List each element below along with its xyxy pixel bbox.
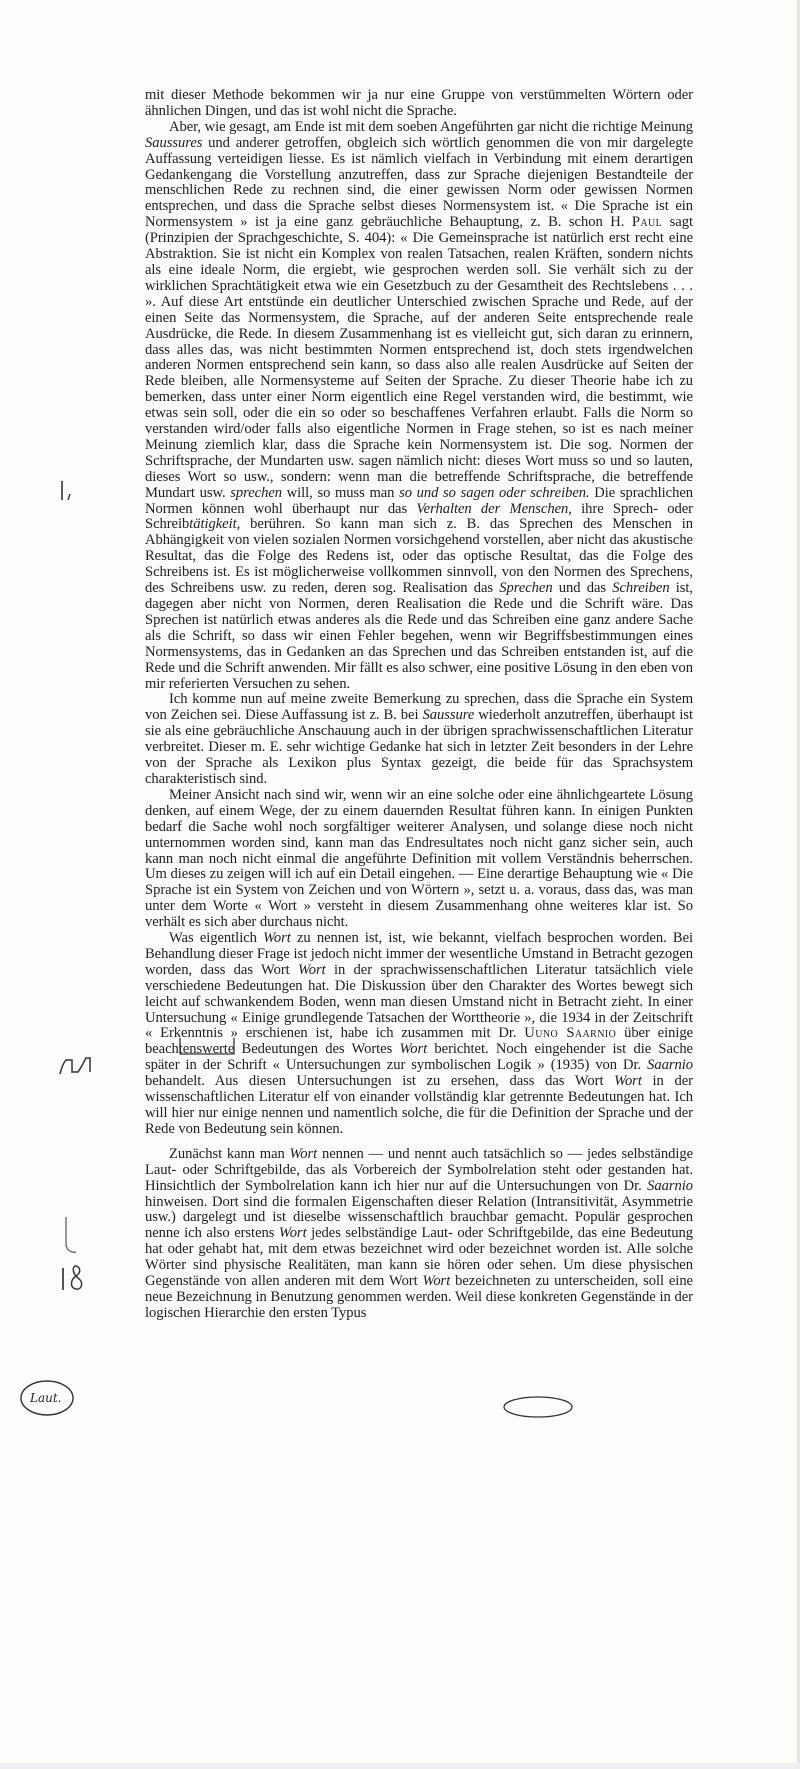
- italic-run: Saussure: [422, 707, 475, 724]
- text-run: Meiner Ansicht nach sind wir, wenn wir an eine solche oder eine ähnlichgeartete Lösung denken, auf einem Wege, der zu einem dauernden Resultat führen kann. In einigen Punkten bedarf die Sache wohl noch sorgfältiger weiterer Analysen, und solange diese noch nicht unternommen worden sind, kann man das Endresultates noch nicht ganz sicher sein, auch kann man noch nicht einmal die angeführte Definition mit vollem Verständnis beherrschen. Um dieses zu zeigen will ich auf ein Detail eingehen. — Eine derartige Behauptung wie « Die Sprache ist ein System von Zeichen und von Wörtern », setzt u. a. voraus, dass das, was man unter dem Worte « Wort » versteht in diesem Zusammenhang ohne weiteres klar ist. So verhält es sich aber durchaus nicht.: [145, 786, 693, 931]
- circle-mark-hinweisen: [500, 1395, 576, 1419]
- text-run: Aber, wie gesagt, am Ende ist mit dem soeben Angeführten gar nicht die richtige Meinung: [169, 118, 693, 135]
- paragraph: [145, 931, 693, 1138]
- text-run: ihre Sprech- oder Schreib: [145, 500, 693, 533]
- margin-note-1: [57, 478, 77, 504]
- text-run: bezeichneten zu unterscheiden, soll eine neue Bezeichnung in Benutzung genommen werden. Weil diese konkreten Gegenstände in der logischen Hierarchie den ersten Typus: [145, 1273, 693, 1321]
- body-text: [145, 88, 693, 1322]
- margin-divider: [60, 1215, 80, 1255]
- text-run: sagt (Prinzipien der Sprachgeschichte, S. 404): « Die Gemeinsprache ist natürlich erst recht eine Abstraktion. Sie ist nicht ein Komplex von realen Tatsachen, realen Kräften, sondern nichts als eine ideale Norm, die ergiebt, wie gesprochen werden soll. Sie verhält sich zu der wirklichen Sprachtätigkeit etwa wie ein Gesetzbuch zu der Gesamtheit des Rechtslebens . . . ». Auf diese Art entstünde ein deutlicher Unterschied zwischen Sprache und Rede, auf der einen Seite das Normensystem, die Sprache, auf der anderen Seite entsprechende reale Ausdrücke, die Rede. In diesem Zusammenhang ist es vielleicht gut, sich daran zu erinnern, dass alles das, was nicht bestimmten Normen entsprechend ist, doch stets irgendwelchen anderen Normen entsprechend sein kann, so dass also alle realen Ausdrücke auf Seiten der Rede bleiben, alle Normensysteme auf Seiten der Sprache. Zu dieser Theorie habe ich zu bemerken, dass unter einer Norm eigentlich eine Regel verstanden wird, die bestimmt, wie etwas sein soll, oder die ein so oder so beschaffenes Verfahren erlaubt. Falls die Norm so verstanden wird/oder falls also eigentliche Normen in Frage stehen, so ist es nach meiner Meinung ziemlich klar, dass die Sprache kein Normensystem ist. Die sog. Normen der Schriftsprache, der Mundarten usw. sagen nämlich nicht: dieses Wort muss so und so lauten, dieses Wort so usw., sondern: wenn man die betreffende Schriftsprache, die betreffende Mundart usw.: [145, 214, 693, 501]
- text-run: und das: [552, 580, 613, 597]
- italic-run: sprechen: [230, 484, 283, 501]
- circle-mark-versteht: [176, 1036, 238, 1056]
- paragraph: [145, 88, 693, 120]
- smallcaps-run: Uuno Saarnio: [524, 1025, 617, 1042]
- text-run: mit dieser Methode bekommen wir ja nur eine Gruppe von verstümmelten Wörtern oder ähnlichen Dingen, und das ist wohl nicht die Sprache.: [145, 87, 693, 119]
- italic-run: Wort: [422, 1273, 451, 1290]
- italic-run: tätigkeit,: [189, 516, 241, 533]
- paragraph: [145, 788, 693, 931]
- text-run: behandelt. Aus diesen Untersuchungen ist zu ersehen, dass das Wort: [145, 1073, 615, 1090]
- paragraph: [145, 1147, 693, 1322]
- text-run: Ich komme nun auf meine zweite Bemerkung zu sprechen, dass die Sprache ein System von Zeichen sei. Diese Auffassung ist z. B. bei: [145, 691, 693, 724]
- margin-note-3: [58, 1262, 88, 1294]
- text-run: Was eigentlich: [169, 930, 264, 947]
- text-run: wiederholt anzutreffen, überhaupt ist sie als eine gebräuchliche Anschauung auch in der übrigen sprachwissenschaftlichen Literatur verbreitet. Dieser m. E. sehr wichtige Gedanke hat sich in letzter Zeit besonders in der Lehre von der Sprache als Lexikon plus Syntax gezeigt, die beide für das Sprachsystem charakteristisch sind.: [145, 707, 693, 787]
- paragraph: [145, 692, 693, 787]
- italic-run: Wort: [263, 930, 291, 947]
- text-run: berichtet. Noch eingehender ist die Sache später in der Schrift « Untersuchungen zur symbolischen Logik » (1935) von Dr.: [145, 1041, 693, 1074]
- paragraph: [145, 120, 693, 693]
- text-run: Die sprachlichen Normen können wohl überhaupt nur das: [145, 484, 693, 517]
- text-run: in der wissenschaftlichen Literatur elf von einander vollständig klar getrennte Bedeutungen hat. Ich will hier nur einige nennen und namentlich solche, die für die Definition der Sprache und der Rede von Bedeutung sein können.: [145, 1073, 693, 1137]
- text-run: nennen — und nennt auch tatsächlich so — jedes selbständige Laut- oder Schriftgebilde, das als Vorbereich der Symbolrelation steht oder gestanden hat. Hinsichtlich der Symbolrelation kann ich hier nur auf die Untersuchungen von Dr.: [145, 1145, 693, 1194]
- margin-note-2: [56, 1052, 96, 1078]
- text-run: Zunächst kann man: [169, 1145, 290, 1162]
- italic-run: Schreiben: [612, 580, 670, 597]
- italic-run: Wort: [289, 1145, 318, 1162]
- margin-note-4-text: Laut.: [30, 1391, 62, 1405]
- italic-run: Wort: [278, 1225, 307, 1242]
- italic-run: so und so sagen oder schreiben.: [399, 484, 590, 501]
- text-run: in der sprachwissenschaftlichen Literatur tatsächlich viele verschiedene Bedeutungen hat. Die Diskussion über den Charakter des Wortes bewegt sich leicht auf schwankendem Boden, wenn man diesen Umstand nicht in Betracht zieht. In einer Untersuchung « Einige grundlegende Tatsachen der Worttheorie », die 1934 in der Zeitschrift « Erkenntnis » erschienen ist, habe ich zusammen mit Dr.: [145, 961, 693, 1042]
- text-run: und anderer getroffen, obgleich sich wörtlich genommen die von mir dargelegte Auffassung verteidigen liesse. Es ist nämlich vielfach in Verbindung mit einem derartigen Gedankengang die Vorstellung anzutreffen, dass zur Sprache diejenigen Bestandteile der menschlichen Rede zu rechnen sind, die einer gewissen Norm oder gewissen Normen entsprechen, und dass die Sprache selbst dieses Normensystem ist. « Die Sprache ist ein Normensystem » ist ja eine ganz gebräuchliche Behauptung, z. B. schon H.: [145, 134, 693, 231]
- text-run: berühren. So kann man sich z. B. das Sprechen des Menschen in Abhängigkeit von vielen sozialen Normen vorsichgehend vorstellen, aber nicht das akustische Resultat, das die Folge des Redens ist, oder das optische Resultat, das die Folge des Schreibens ist. Es ist möglicherweise vollkommen sinnvoll, von den Normen des Sprechens, des Schreibens usw. zu reden, deren sog. Realisation das: [145, 516, 693, 597]
- text-run: jedes selbständige Laut- oder Schriftgebilde, das eine Bedeutung hat oder gehabt hat, mit dem etwas bezeichnet wird oder bezeichnet worden ist. Alle solche Wörter sind physische Realitäten, man kann sie hören oder sehen. Um diese physischen Gegenstände von allen anderen mit dem Wort: [145, 1225, 693, 1290]
- smallcaps-run: Paul: [631, 214, 663, 231]
- italic-run: Wort: [399, 1041, 428, 1058]
- text-run: über einige beachtenswerte Bedeutungen des Wortes: [145, 1025, 694, 1058]
- text-run: will, so muss man: [282, 484, 400, 501]
- italic-run: Sprechen: [499, 580, 553, 597]
- italic-run: Saarnio: [647, 1177, 693, 1194]
- text-run: hinweisen. Dort sind die formalen Eigenschaften dieser Relation (Intransitivität, Asymmetrie usw.) dargelegt und ist dieselbe wissenschaftlich brauchbar gemacht. Populär gesprochen nenne ich also erstens: [145, 1193, 693, 1242]
- italic-run: Saussures: [145, 134, 203, 151]
- italic-run: Saarnio: [647, 1057, 693, 1074]
- scan-bottom-edge: [0, 1763, 800, 1769]
- italic-run: Wort: [614, 1073, 642, 1090]
- text-run: ist, dagegen aber nicht von Normen, deren Realisation die Rede und die Schrift wäre. Das Sprechen ist natürlich etwas anderes als die Rede und das Schreiben eine ganz andere Sache als die Schrift, so dass wir einen Fehler begehen, wenn wir Begriffsbestimmungen eines Normensystems, das in Gedanken an das Sprechen und das Schreiben entstanden ist, auf die Rede und die Schrift anwenden. Mir fällt es also schwer, eine positive Lösung in den eben von mir referierten Versuchen zu sehen.: [145, 580, 693, 692]
- margin-note-4: [16, 1374, 76, 1422]
- italic-run: Wort: [297, 961, 326, 978]
- text-run: zu nennen ist, ist, wie bekannt, vielfach besprochen worden. Bei Behandlung dieser Frage ist jedoch nicht immer der wesentliche Umstand in Betracht gezogen worden, dass das Wort: [145, 930, 693, 978]
- italic-run: Verhalten der Menschen,: [416, 500, 572, 517]
